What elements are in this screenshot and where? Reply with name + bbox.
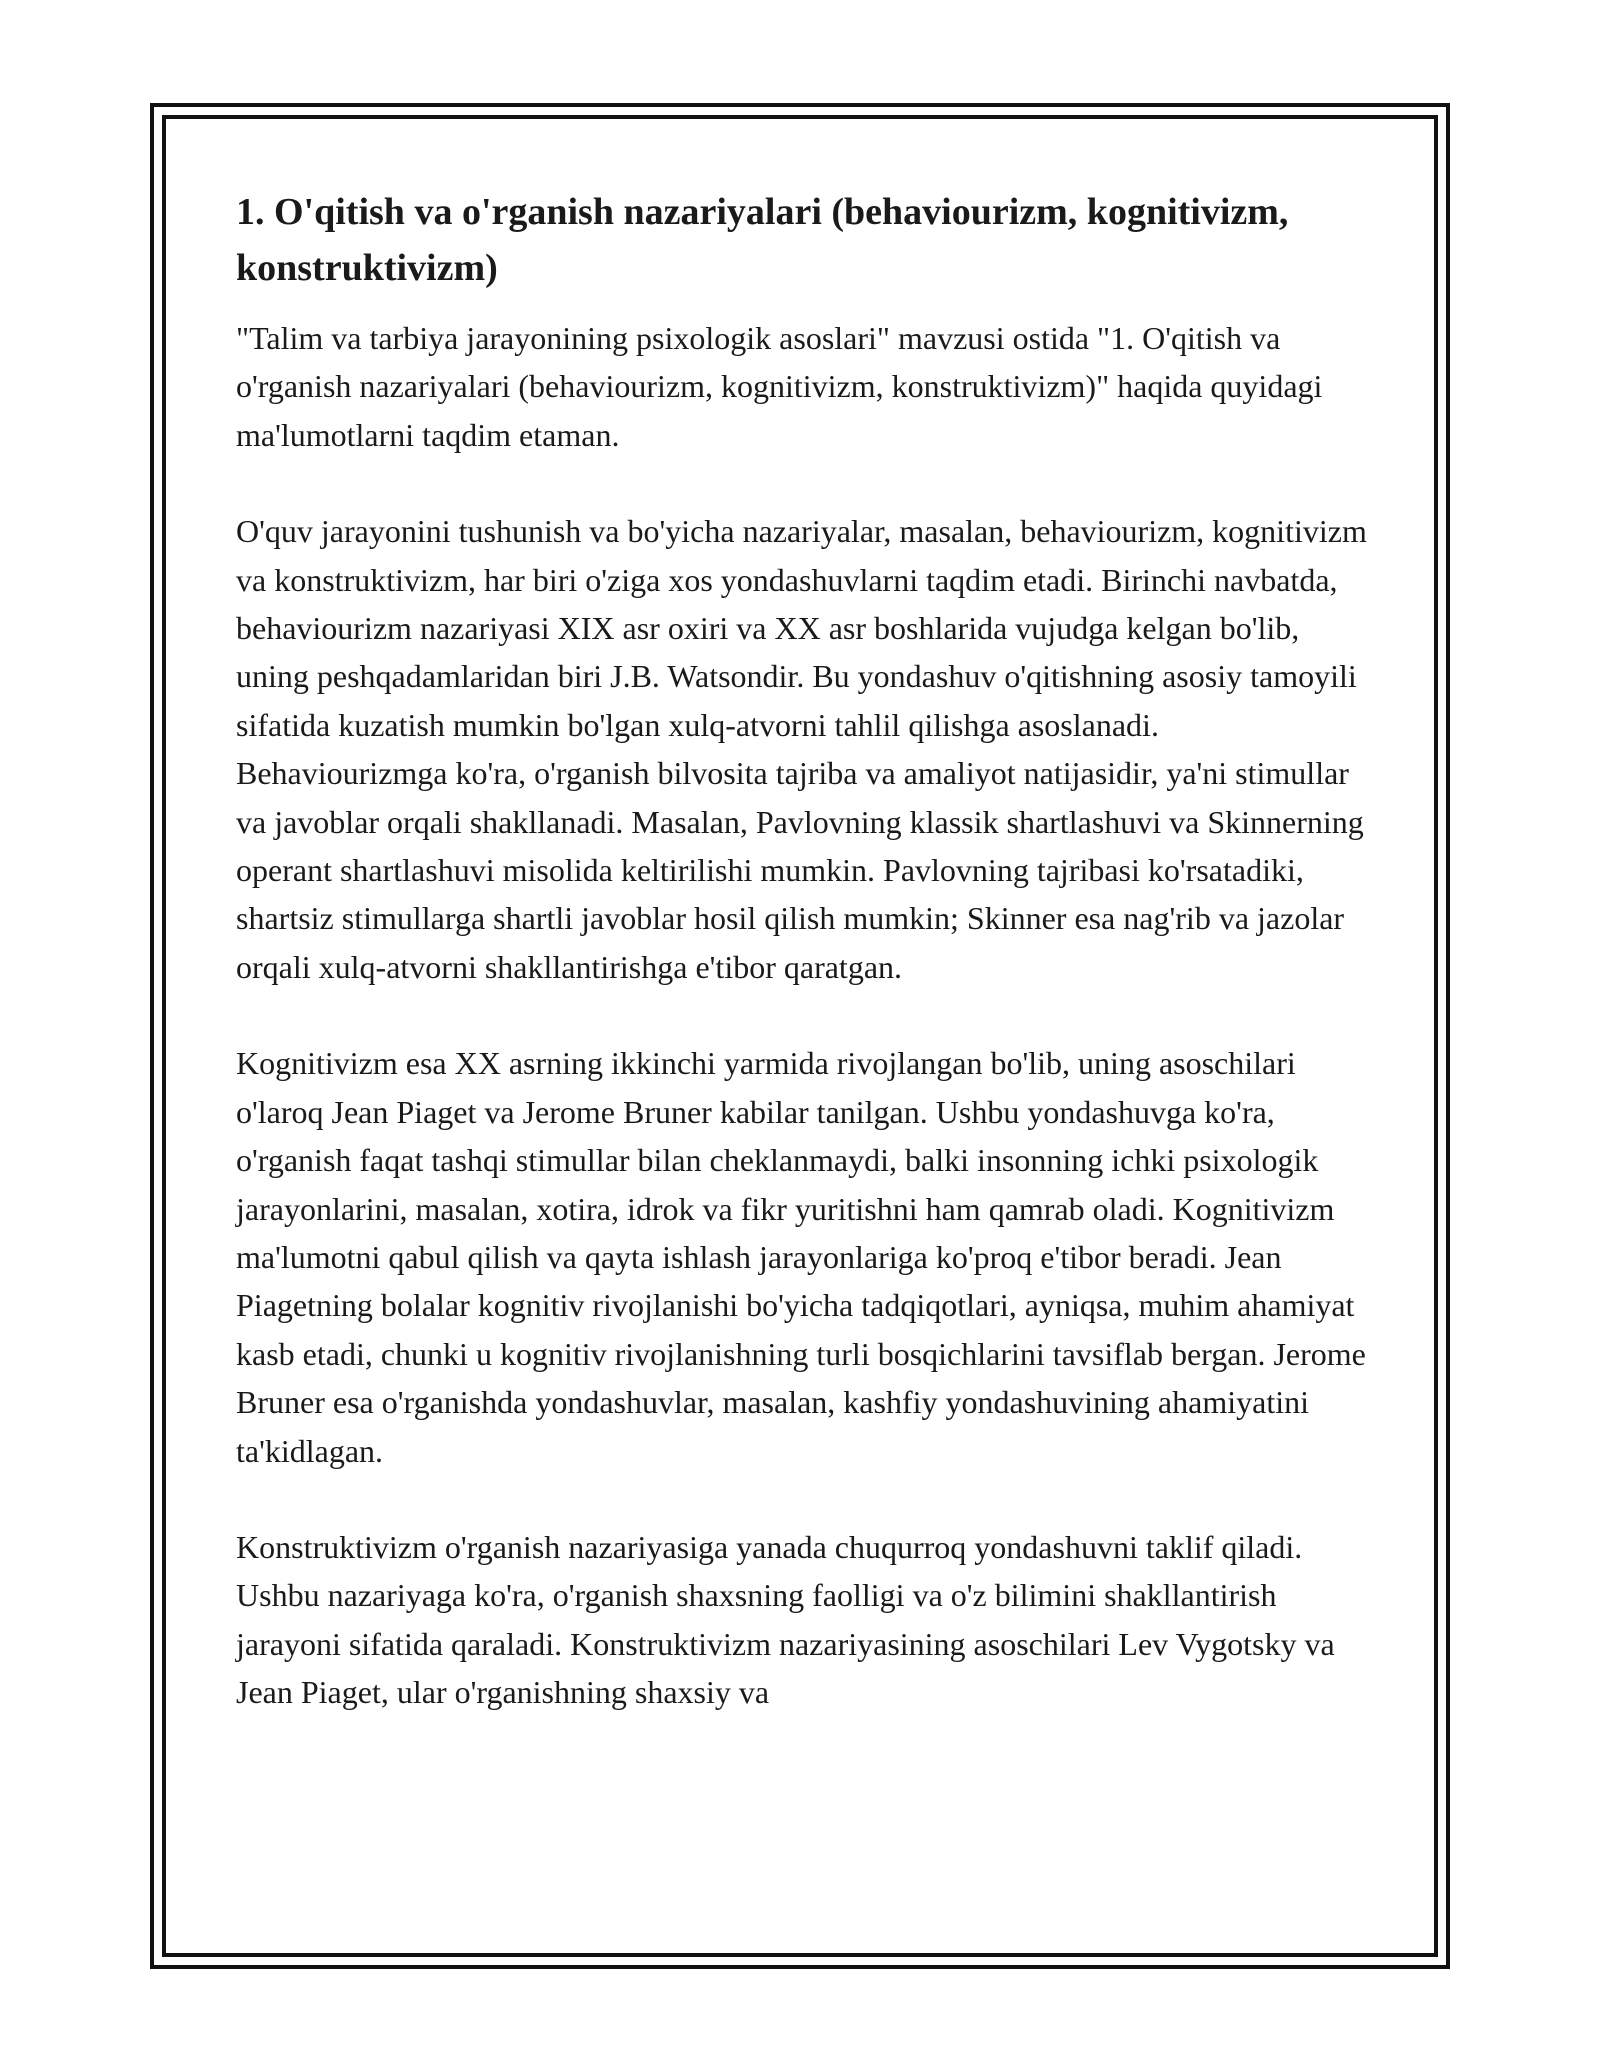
cognitivism-paragraph: Kognitivizm esa XX asrning ikkinchi yarmida rivojlangan bo'lib, uning asoschilari o'laroq Jean Piaget va Jerome Bruner kabilar tanilgan. Ushbu yondashuvga ko'ra, o'rganish faqat tashqi stimullar bilan cheklanmaydi, balki insonning ichki psixologik jarayonlarini, masalan, xotira, idrok va fikr yuritishni ham qamrab oladi. Kognitivizm ma'lumotni qabul qilish va qayta ishlash jarayonlariga ko'proq e'tibor beradi. Jean Piagetning bolalar kognitiv rivojlanishi bo'yicha tadqiqotlari, ayniqsa, muhim ahamiyat kasb etadi, chunki u kognitiv rivojlanishning turli bosqichlarini tavsiflab bergan. Jerome Bruner esa o'rganishda yondashuvlar, masalan, kashfiy yondashuvining ahamiyatini ta'kidlagan. bbox=[236, 1045, 1366, 1469]
behaviourism-paragraph: O'quv jarayonini tushunish va bo'yicha nazariyalar, masalan, behaviourizm, kognitivizm va konstruktivizm, har biri o'ziga xos yondashuvlarni taqdim etadi. Birinchi navbatda, behaviourizm nazariyasi XIX asr oxiri va XX asr boshlarida vujudga kelgan bo'lib, uning peshqadamlaridan biri J.B. Watsondir. Bu yondashuv o'qitishning asosiy tamoyili sifatida kuzatish mumkin bo'lgan xulq-atvorni tahlil qilishga asoslanadi. Behaviourizmga ko'ra, o'rganish bilvosita tajriba va amaliyot natijasidir, ya'ni stimullar va javoblar orqali shakllanadi. Masalan, Pavlovning klassik shartlashuvi va Skinnerning operant shartlashuvi misolida keltirilishi mumkin. Pavlovning tajribasi ko'rsatadiki, shartsiz stimullarga shartli javoblar hosil qilish mumkin; Skinner esa nag'rib va jazolar orqali xulq-atvorni shakllantirishga e'tibor qaratgan. bbox=[236, 513, 1367, 985]
section-heading: 1. O'qitish va o'rganish nazariyalari (behaviourizm, kognitivizm, konstruktivizm) bbox=[236, 191, 1289, 289]
intro-paragraph: "Talim va tarbiya jarayonining psixologik asoslari" mavzusi ostida "1. O'qitish va o'rganish nazariyalari (behaviourizm, kognitivizm, konstruktivizm)" haqida quyidagi ma'lumotlarni taqdim etaman. bbox=[236, 320, 1323, 453]
document-body bbox=[236, 184, 1376, 1765]
constructivism-paragraph: Konstruktivizm o'rganish nazariyasiga yanada chuqurroq yondashuvni taklif qiladi. Ushbu nazariyaga ko'ra, o'rganish shaxsning faolligi va o'z bilimini shakllantirish jarayoni sifatida qaraladi. Konstruktivizm nazariyasining asoschilari Lev Vygotsky va Jean Piaget, ular o'rganishning shaxsiy va bbox=[236, 1528, 1335, 1711]
